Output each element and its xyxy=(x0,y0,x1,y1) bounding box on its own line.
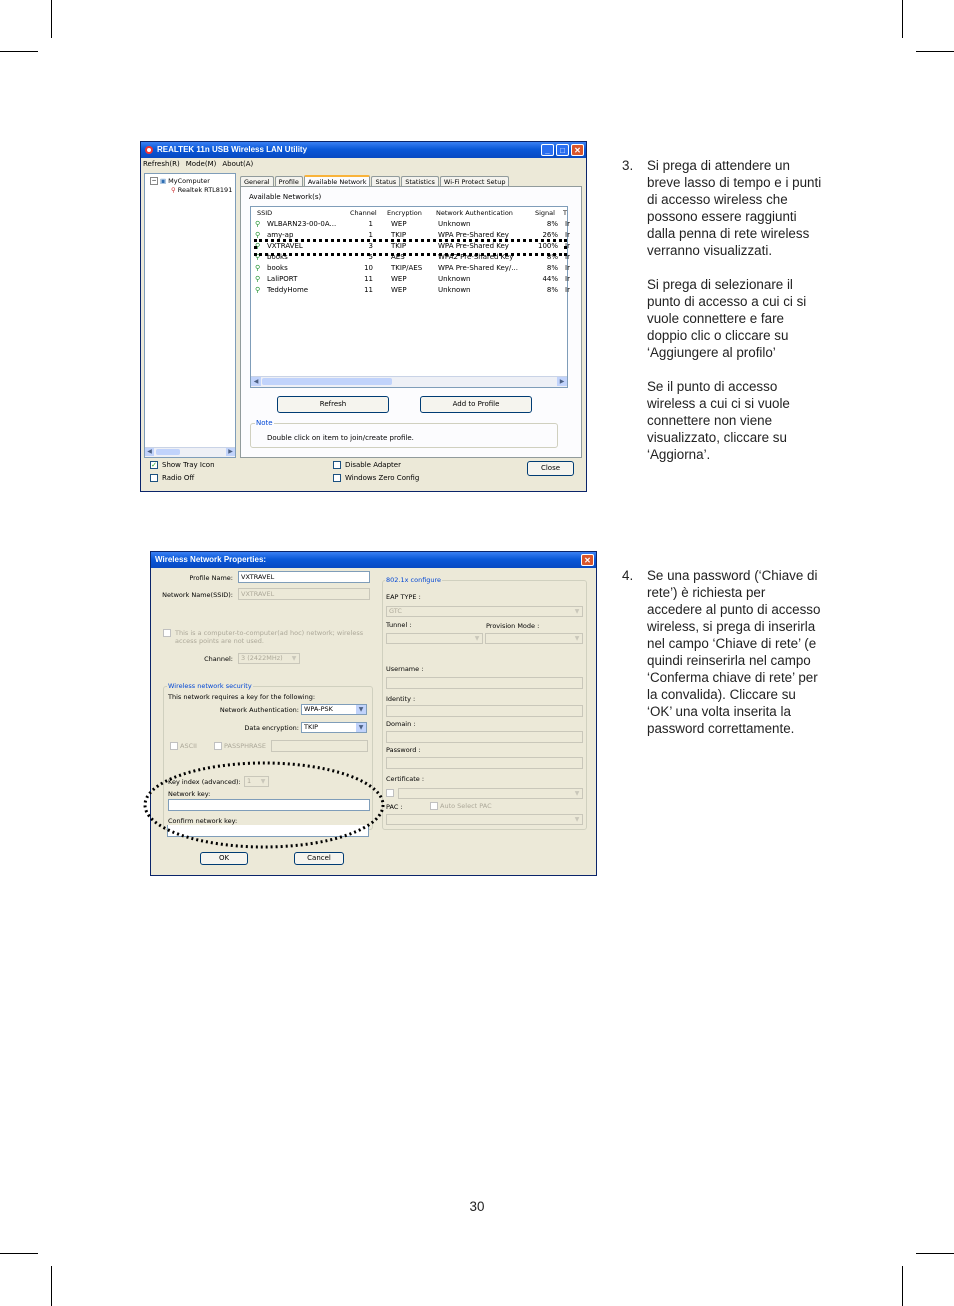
cancel-button[interactable]: Cancel xyxy=(294,852,344,865)
close-icon: ✕ xyxy=(584,556,591,565)
minimize-icon: _ xyxy=(545,146,550,155)
properties-title-bar[interactable] xyxy=(151,552,596,568)
close-window-button[interactable] xyxy=(581,554,594,566)
pac-select[interactable] xyxy=(386,814,583,825)
crop-mark xyxy=(0,1253,38,1254)
signal-icon: ⚲ xyxy=(255,242,261,250)
net-type: Ir xyxy=(565,253,570,261)
col-ssid[interactable]: SSID xyxy=(257,209,273,217)
refresh-button[interactable]: Refresh xyxy=(277,396,389,413)
adapter-icon: ⚲ xyxy=(171,186,176,194)
profile-name-label: Profile Name: xyxy=(189,574,233,582)
chevron-down-icon: ▼ xyxy=(572,815,582,824)
ssid-label: Network Name(SSID): xyxy=(162,591,233,599)
net-ssid: books xyxy=(267,264,288,272)
step-3-number: 3. xyxy=(622,158,634,173)
ascii-label: ASCII xyxy=(180,742,197,750)
net-type: Ir xyxy=(565,231,570,239)
step-3 xyxy=(622,157,832,517)
adhoc-checkbox[interactable] xyxy=(163,629,363,645)
net-encryption: TKIP xyxy=(391,231,407,239)
auto-select-pac-checkbox[interactable] xyxy=(430,802,492,810)
crop-mark xyxy=(51,0,52,38)
crop-mark xyxy=(902,0,903,38)
available-network-page xyxy=(240,186,582,458)
key-index-label: Key index (advanced): xyxy=(168,778,241,786)
close-icon: ✕ xyxy=(574,146,581,155)
tab-general[interactable]: General xyxy=(240,176,274,188)
step-3-paragraph-2: Si prega di selezionare il punto di accesso a cui ci si vuole connettere e fare doppio clic o cliccare su ‘Aggiungere al profilo’ xyxy=(647,277,807,360)
realtek-utility-window xyxy=(140,141,587,492)
provision-mode-select[interactable] xyxy=(485,633,583,644)
channel-label: Channel: xyxy=(204,655,233,663)
signal-icon: ⚲ xyxy=(255,231,261,239)
net-auth: WPA Pre-Shared Key xyxy=(438,231,509,239)
net-ssid: books xyxy=(267,253,288,261)
net-type: Ir xyxy=(565,242,570,250)
net-ssid: amy-ap xyxy=(267,231,294,239)
net-signal: 26% xyxy=(542,231,558,239)
dot1x-title: 802.1x configure xyxy=(386,576,442,584)
checkbox-empty-icon xyxy=(163,629,171,637)
certificate-label: Certificate : xyxy=(386,775,425,783)
chevron-down-icon: ▼ xyxy=(472,634,482,643)
properties-title: Wireless Network Properties: xyxy=(155,555,267,564)
net-channel: 11 xyxy=(364,275,373,283)
close-window-button[interactable] xyxy=(571,144,584,156)
signal-icon: ⚲ xyxy=(255,275,261,283)
tree-item-adapter[interactable] xyxy=(171,186,232,194)
chevron-down-icon: ▼ xyxy=(258,777,268,786)
checkbox-empty-icon xyxy=(170,742,178,750)
step-3-paragraph-3: Se il punto di accesso wireless a cui ci si vuole connettere non viene visualizzato, cliccare su ‘Aggiorna’. xyxy=(647,379,790,462)
password-input[interactable] xyxy=(386,757,583,769)
step-4 xyxy=(622,567,832,767)
disable-adapter-checkbox[interactable] xyxy=(333,461,401,469)
eap-type-label: EAP TYPE : xyxy=(386,593,421,601)
network-row[interactable] xyxy=(255,263,570,274)
page-number: 30 xyxy=(469,1199,485,1214)
realtek-title: REALTEK 11n USB Wireless LAN Utility xyxy=(157,145,308,154)
password-label: Password : xyxy=(386,746,421,754)
signal-icon: ⚲ xyxy=(255,264,261,272)
net-signal: 44% xyxy=(542,275,558,283)
checkmark-icon: ✓ xyxy=(151,461,157,469)
net-auth: Unknown xyxy=(438,275,471,283)
net-encryption: WEP xyxy=(391,220,407,228)
chevron-down-icon: ▼ xyxy=(356,723,366,732)
add-to-profile-button[interactable]: Add to Profile xyxy=(420,396,532,413)
menu-refresh[interactable]: Refresh(R) xyxy=(143,160,180,168)
certificate-select[interactable] xyxy=(398,788,583,799)
dot1x-group xyxy=(382,576,587,830)
tab-statistics[interactable]: Statistics xyxy=(401,176,439,188)
selection-highlight xyxy=(254,239,567,256)
crop-mark xyxy=(916,1253,954,1254)
menu-about[interactable]: About(A) xyxy=(222,160,254,168)
checkbox-empty-icon xyxy=(214,742,222,750)
step-3-paragraph-1: Si prega di attendere un breve lasso di tempo e i punti di accesso wireless che possono essere raggiunti dalla penna di rete wireless verranno visualizzati. xyxy=(647,158,822,258)
tunnel-label: Tunnel : xyxy=(386,621,412,629)
net-encryption: TKIP xyxy=(391,242,407,250)
net-type: Ir xyxy=(565,275,570,283)
col-type[interactable]: T xyxy=(563,209,567,217)
net-signal: 8% xyxy=(546,253,558,261)
note-group xyxy=(250,419,558,448)
network-row[interactable] xyxy=(255,274,570,285)
menu-mode[interactable]: Mode(M) xyxy=(185,160,217,168)
scroll-thumb[interactable] xyxy=(262,378,392,385)
menu-bar xyxy=(143,160,253,168)
network-list[interactable] xyxy=(250,206,568,388)
col-channel[interactable]: Channel xyxy=(350,209,377,217)
network-auth-label: Network Authentication: xyxy=(219,706,299,714)
tab-status[interactable]: Status xyxy=(371,176,400,188)
signal-icon: ⚲ xyxy=(255,286,261,294)
key-index-value: 1 xyxy=(247,777,252,785)
net-signal: 8% xyxy=(546,264,558,272)
tree-root-label: MyComputer xyxy=(168,177,210,185)
scroll-right-icon[interactable]: ▶ xyxy=(557,377,567,386)
col-auth[interactable]: Network Authentication xyxy=(436,209,513,217)
minimize-button[interactable] xyxy=(541,144,554,156)
net-type: Ir xyxy=(565,264,570,272)
security-title: Wireless network security xyxy=(168,682,252,690)
scroll-left-icon[interactable]: ◀ xyxy=(251,377,261,386)
net-ssid: VXTRAVEL xyxy=(267,242,303,250)
net-signal: 8% xyxy=(546,220,558,228)
maximize-button[interactable] xyxy=(556,144,569,156)
net-signal: 8% xyxy=(546,286,558,294)
net-auth: WPA Pre-Shared Key xyxy=(438,242,509,250)
chevron-down-icon: ▼ xyxy=(356,705,366,714)
network-auth-select[interactable] xyxy=(301,704,367,715)
windows-zero-config-checkbox[interactable] xyxy=(333,474,419,482)
pac-label: PAC : xyxy=(386,803,403,811)
radio-off-checkbox[interactable] xyxy=(150,474,194,482)
net-ssid: LaliPORT xyxy=(267,275,298,283)
net-encryption: WEP xyxy=(391,275,407,283)
realtek-app-icon xyxy=(144,145,154,155)
maximize-icon: □ xyxy=(560,146,565,155)
eap-type-select[interactable] xyxy=(386,606,583,617)
available-networks-label: Available Network(s) xyxy=(249,193,322,201)
net-encryption: WEP xyxy=(391,286,407,294)
net-channel: 11 xyxy=(364,286,373,294)
chevron-down-icon: ▼ xyxy=(572,607,582,616)
domain-input[interactable] xyxy=(386,731,583,743)
checkbox-empty-icon xyxy=(430,802,438,810)
net-auth: Unknown xyxy=(438,286,471,294)
scroll-left-icon[interactable]: ◀ xyxy=(145,448,154,456)
net-signal: 100% xyxy=(537,242,558,250)
provision-mode-label: Provision Mode : xyxy=(486,622,540,630)
col-encryption[interactable]: Encryption xyxy=(387,209,422,217)
step-4-number: 4. xyxy=(622,568,634,583)
net-auth: WPA Pre-Shared Key/... xyxy=(438,264,518,272)
data-encryption-label: Data encryption: xyxy=(244,724,299,732)
tab-available-network[interactable]: Available Network xyxy=(304,175,371,187)
checkbox-empty-icon xyxy=(150,474,158,482)
disable-adapter-label: Disable Adapter xyxy=(345,461,401,469)
signal-icon: ⚲ xyxy=(255,220,261,228)
chevron-down-icon: ▼ xyxy=(572,634,582,643)
identity-label: Identity : xyxy=(386,695,416,703)
net-ssid: WLBARN23-00-0A... xyxy=(267,220,337,228)
confirm-key-label: Confirm network key: xyxy=(168,817,238,825)
network-key-highlight xyxy=(140,758,392,854)
ascii-checkbox[interactable] xyxy=(170,742,197,750)
net-auth: WPA2 Pre-Shared Key xyxy=(438,253,514,261)
tree-horizontal-scrollbar[interactable] xyxy=(145,447,235,457)
tree-item-mycomputer[interactable] xyxy=(150,177,210,185)
net-channel: 10 xyxy=(364,264,373,272)
net-channel: 5 xyxy=(368,253,373,261)
network-row[interactable] xyxy=(255,219,570,230)
net-type: Ir xyxy=(565,286,570,294)
chevron-down-icon: ▼ xyxy=(289,654,299,663)
passphrase-input[interactable] xyxy=(271,740,368,752)
domain-label: Domain : xyxy=(386,720,416,728)
ok-button[interactable]: OK xyxy=(200,852,248,865)
device-tree-panel[interactable] xyxy=(144,173,236,458)
checkbox-empty-icon xyxy=(333,461,341,469)
col-signal[interactable]: Signal xyxy=(535,209,555,217)
network-list-header xyxy=(251,209,567,219)
net-ssid: TeddyHome xyxy=(267,286,309,294)
net-encryption: AES xyxy=(391,253,405,261)
adhoc-text-1: This is a computer-to-computer(ad hoc) network; wireless xyxy=(175,629,364,637)
radio-off-label: Radio Off xyxy=(162,474,195,482)
tree-child-label: Realtek RTL8191 xyxy=(177,186,233,194)
ssid-input[interactable]: VXTRAVEL xyxy=(238,588,370,600)
crop-mark xyxy=(0,51,38,52)
channel-value: 3 (2422MHz) xyxy=(241,654,283,662)
channel-select[interactable] xyxy=(238,653,300,664)
crop-mark xyxy=(916,51,954,52)
show-tray-icon-label: Show Tray Icon xyxy=(162,461,215,469)
network-auth-value: WPA-PSK xyxy=(304,705,333,713)
net-channel: 1 xyxy=(368,220,373,228)
scroll-thumb[interactable] xyxy=(156,449,180,455)
username-label: Username : xyxy=(386,665,424,673)
checkbox-empty-icon xyxy=(333,474,341,482)
close-button[interactable]: Close xyxy=(527,461,574,476)
security-desc: This network requires a key for the following: xyxy=(168,693,316,701)
passphrase-label: PASSPHRASE xyxy=(224,742,266,750)
computer-icon: ▣ xyxy=(160,177,167,185)
auto-select-pac-label: Auto Select PAC xyxy=(440,802,492,810)
net-type: Ir xyxy=(565,220,570,228)
windows-zero-config-label: Windows Zero Config xyxy=(345,474,420,482)
net-encryption: TKIP/AES xyxy=(391,264,423,272)
chevron-down-icon: ▼ xyxy=(572,789,582,798)
data-encryption-value: TKIP xyxy=(304,723,319,731)
data-encryption-select[interactable] xyxy=(301,722,367,733)
crop-mark xyxy=(51,1266,52,1306)
net-channel: 3 xyxy=(368,242,373,250)
net-channel: 1 xyxy=(368,231,373,239)
note-title: Note xyxy=(256,419,273,427)
passphrase-checkbox[interactable] xyxy=(214,742,266,750)
net-auth: Unknown xyxy=(438,220,471,228)
eap-type-value: GTC xyxy=(389,607,402,615)
network-key-label: Network key: xyxy=(168,790,211,798)
tab-profile[interactable]: Profile xyxy=(275,176,303,188)
note-text: Double click on item to join/create profile. xyxy=(267,434,414,442)
tunnel-select[interactable] xyxy=(386,633,483,644)
step-4-paragraph-1: Se una password (‘Chiave di rete’) è richiesta per accedere al punto di accesso wireless, si prega di inserirla nel campo ‘Chiave di rete’ (e quindi reinserirla nel campo ‘Conferma chiave di rete’ per la convalida). Cliccare su ‘OK’ una volta inserita la password correttamente. xyxy=(647,568,821,736)
adhoc-text-2: access points are not used. xyxy=(175,637,264,645)
network-row[interactable] xyxy=(255,285,570,296)
realtek-title-bar[interactable] xyxy=(141,142,586,158)
list-horizontal-scrollbar[interactable] xyxy=(251,376,567,387)
show-tray-icon-checkbox[interactable] xyxy=(150,461,215,469)
username-input[interactable] xyxy=(386,677,583,689)
identity-input[interactable] xyxy=(386,705,583,717)
tab-wifi-protect-setup[interactable]: Wi-Fi Protect Setup xyxy=(440,176,510,188)
profile-name-input[interactable]: VXTRAVEL xyxy=(238,571,370,583)
crop-mark xyxy=(902,1266,903,1306)
scroll-right-icon[interactable]: ▶ xyxy=(226,448,235,456)
tree-collapse-icon[interactable]: − xyxy=(151,177,157,184)
signal-icon: ⚲ xyxy=(255,253,261,261)
